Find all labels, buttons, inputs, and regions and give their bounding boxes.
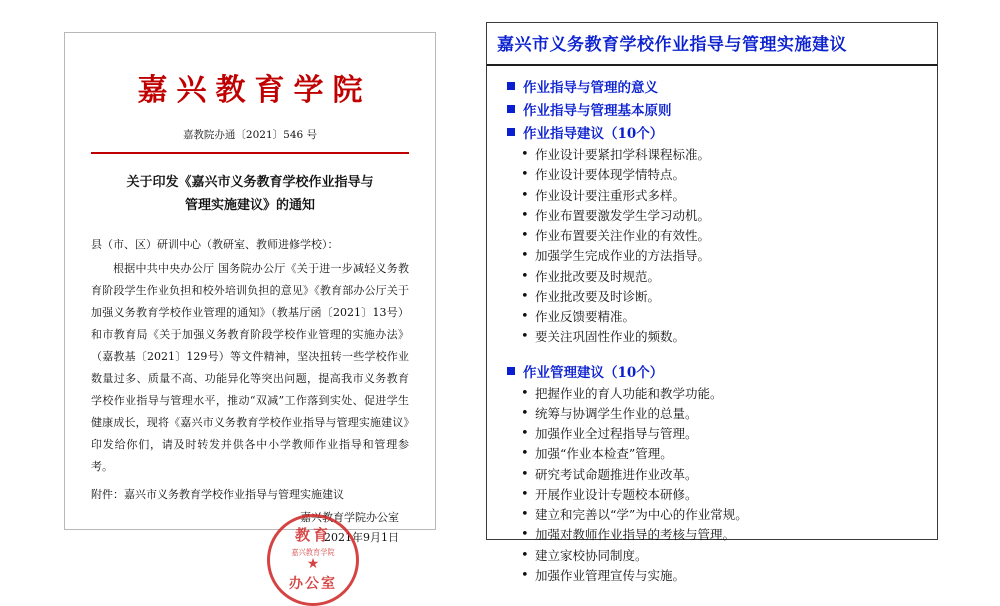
section-label: 作业管理建议（10个） [523, 364, 664, 381]
signature-organization: 嘉兴教育学院办公室 [300, 510, 399, 524]
seal-bottom-text: 办公室 [289, 575, 337, 592]
list-item: • 加强学生完成作业的方法指导。 [535, 246, 925, 266]
notice-attachment-line: 附件：嘉兴市义务教育学校作业指导与管理实施建议 [91, 487, 344, 501]
section-label: 作业指导建议（10个） [523, 126, 664, 142]
notice-heading-line-2: 管理实施建议》的通知 [184, 197, 315, 213]
list-item: • 把握作业的育人功能和教学功能。 [535, 384, 925, 404]
list-item: • 作业设计要紧扣学科课程标准。 [535, 145, 925, 165]
list-item: • 统筹与协调学生作业的总量。 [535, 404, 925, 424]
list-item: • 作业批改要及时规范。 [535, 267, 925, 287]
list-item: • 加强作业管理宣传与实施。 [535, 566, 925, 586]
list-item: • 加强“作业本检查”管理。 [535, 444, 925, 464]
issuing-organization-title: 嘉兴教育学院 [137, 73, 372, 108]
list-item: • 研究考试命题推进作业改革。 [535, 465, 925, 485]
section-header-management [507, 361, 925, 381]
recommendations-body [486, 66, 938, 583]
list-item: • 作业反馈要精准。 [535, 307, 925, 327]
notice-body-paragraph: 根据中共中央办公厅 国务院办公厅《关于进一步减轻义务教育阶段学生作业负担和校外培训负担的意见》《教育部办公厅关于加强义务教育学校作业管理的通知》（教基厅函〔2021〕13号）和市教育局《关于加强义务教育阶段学校作业管理的实施办法》（嘉教基〔2021〕129号）等文件精神，坚决扭转一些学校作业数量过多、质量不高、功能异化等突出问题，提高我市义务教育学校作业指导与管理水平，推动“双减”工作落到实处、促进学生健康成长，现将《嘉兴市义务教育学校作业指导与管理实施建议》印发给你们，请及时转发并供各中小学教师作业指导和管理参考。 [91, 261, 409, 473]
list-item: • 作业布置要激发学生学习动机。 [535, 206, 925, 226]
seal-star-icon: ★ [306, 555, 320, 572]
notice-heading [91, 172, 409, 218]
list-item: • 要关注巩固性作业的频数。 [535, 327, 925, 347]
list-item: • 加强对教师作业指导的考核与管理。 [535, 525, 925, 545]
notice-salutation: 县（市、区）研训中心（教研室、教师进修学校）： [91, 237, 339, 251]
list-item: • 作业设计要注重形式多样。 [535, 186, 925, 206]
seal-top-text: 教育 [294, 525, 331, 544]
list-item: • 作业设计要体现学情特点。 [535, 165, 925, 185]
square-bullet-icon [507, 82, 515, 90]
notice-body [91, 258, 409, 478]
notice-heading-line-1: 关于印发《嘉兴市义务教育学校作业指导与 [126, 175, 374, 190]
square-bullet-icon [507, 367, 515, 375]
document-number: 嘉教院办通〔2021〕546 号 [182, 129, 318, 141]
recommendations-panel [486, 22, 938, 583]
section-header-guidance [507, 122, 925, 142]
section-spacer [501, 348, 925, 361]
section-header-meaning [507, 76, 925, 96]
section-label: 作业指导与管理的意义 [523, 80, 658, 96]
square-bullet-icon [507, 105, 515, 113]
list-item: • 建立家校协同制度。 [535, 546, 925, 566]
list-item: • 作业批改要及时诊断。 [535, 287, 925, 307]
list-item: • 作业布置要关注作业的有效性。 [535, 226, 925, 246]
square-bullet-icon [507, 128, 515, 136]
guidance-recommendation-list [501, 145, 925, 348]
section-header-principles [507, 99, 925, 119]
seal-arc-text: 嘉兴教育学院 [291, 547, 335, 557]
recommendations-title-box [486, 22, 938, 66]
recommendations-title: 嘉兴市义务教育学校作业指导与管理实施建议 [497, 35, 847, 55]
official-red-seal [267, 514, 359, 606]
notice-signature-block [91, 508, 409, 594]
management-recommendation-list [501, 384, 925, 587]
official-notice-document [64, 32, 436, 592]
red-divider-rule [91, 152, 409, 154]
list-item: • 加强作业全过程指导与管理。 [535, 424, 925, 444]
signature-date: 2021年9月1日 [324, 531, 399, 545]
list-item: • 建立和完善以“学”为中心的作业常规。 [535, 505, 925, 525]
section-label: 作业指导与管理基本原则 [523, 103, 672, 119]
list-item: • 开展作业设计专题校本研修。 [535, 485, 925, 505]
